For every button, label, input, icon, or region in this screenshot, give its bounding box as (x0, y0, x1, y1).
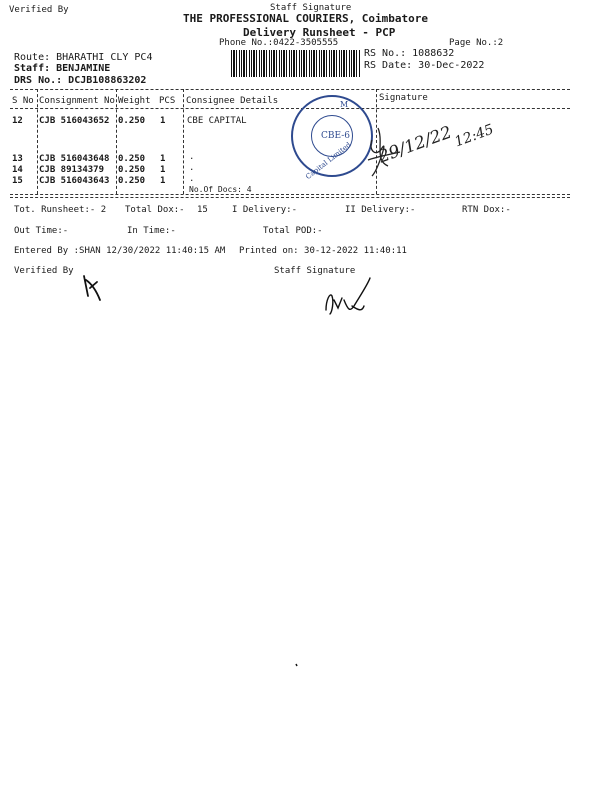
table-cell-sno: 14 (12, 165, 23, 175)
verified-by-label: Verified By (14, 266, 74, 276)
in-time: In Time:- (127, 226, 176, 236)
rs-number: RS No.: 1088632 (364, 48, 455, 59)
staff-text: Staff: BENJAMINE (14, 63, 111, 74)
table-cell-consignee: . (189, 174, 195, 184)
table-cell-consignment: CJB 516043643 (39, 176, 110, 186)
total-pod: Total POD:- (263, 226, 323, 236)
rs-date: RS Date: 30-Dec-2022 (364, 60, 485, 71)
i-delivery: I Delivery:- (232, 205, 298, 215)
col-header-consignment: Consignment No (39, 96, 115, 106)
page-number: Page No.:2 (449, 38, 504, 48)
handwritten-date: 29/12/22 (375, 122, 455, 168)
col-header-consignee: Consignee Details (186, 96, 279, 106)
phone-number: Phone No.:0422-3505555 (219, 38, 339, 48)
staff-signature-label: Staff Signature (274, 266, 356, 276)
table-cell-pcs: 1 (160, 116, 166, 126)
col-header-sno: S No (12, 96, 34, 106)
table-cell-consignee: CBE CAPITAL (187, 116, 247, 126)
table-cell-weight: 0.250 (118, 154, 146, 164)
no-of-docs: No.Of Docs: 4 (189, 185, 252, 194)
total-dox-value: 15 (197, 205, 208, 215)
table-cell-consignee: . (189, 163, 195, 173)
route-text: Route: BHARATHI CLY PC4 (14, 52, 153, 63)
staff-signature-scrawl (326, 278, 370, 314)
total-runsheet: Tot. Runsheet:- 2 (14, 205, 107, 215)
table-cell-sno: 13 (12, 154, 23, 164)
drs-number: DRS No.: DCJB108863202 (14, 75, 147, 86)
document-title: Delivery Runsheet - PCP (243, 26, 396, 39)
table-cell-sno: 12 (12, 116, 23, 126)
table-cell-consignment: CJB 89134379 (39, 165, 105, 175)
out-time: Out Time:- (14, 226, 69, 236)
table-cell-pcs: 1 (160, 154, 166, 164)
verified-by-signature (84, 276, 100, 300)
table-cell-weight: 0.250 (118, 116, 146, 126)
printed-on: Printed on: 30-12-2022 11:40:11 (239, 246, 407, 256)
col-header-pcs: PCS (159, 96, 176, 106)
verified-by-top-label: Verified By (9, 5, 69, 15)
table-cell-consignee: . (189, 152, 195, 162)
stamp-mark: M (340, 100, 349, 109)
stamp-ring-text: Capital Limited (304, 140, 353, 182)
staff-signature-top-label: Staff Signature (270, 3, 352, 13)
table-cell-sno: 15 (12, 176, 23, 186)
table-cell-weight: 0.250 (118, 165, 146, 175)
table-cell-weight: 0.250 (118, 176, 146, 186)
table-cell-pcs: 1 (160, 176, 166, 186)
total-dox-label: Total Dox:- (125, 205, 185, 215)
company-name: THE PROFESSIONAL COURIERS, Coimbatore (183, 12, 429, 25)
rtn-dox: RTN Dox:- (462, 205, 511, 215)
ii-delivery: II Delivery:- (345, 205, 416, 215)
table-cell-consignment: CJB 516043652 (39, 116, 110, 126)
table-cell-pcs: 1 (160, 165, 166, 175)
col-header-signature: Signature (379, 93, 428, 103)
table-cell-consignment: CJB 516043648 (39, 154, 110, 164)
handwritten-time: 12:45 (452, 121, 496, 151)
entered-by: Entered By :SHAN 12/30/2022 11:40:15 AM (14, 246, 226, 256)
col-header-weight: Weight (118, 96, 151, 106)
stamp-center-text: CBE-6 (321, 131, 351, 141)
speck (296, 664, 297, 666)
